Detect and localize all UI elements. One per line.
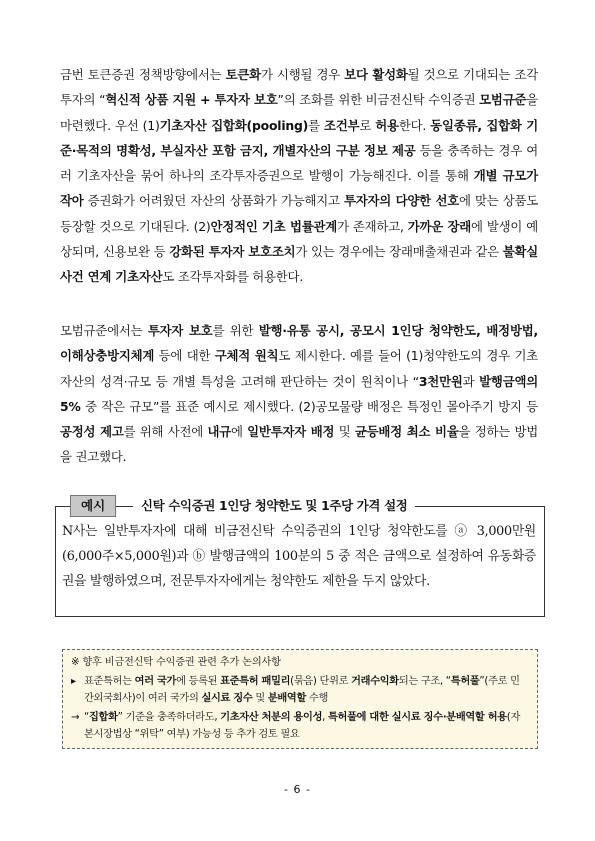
text-segment: 될 것으로 기대되는 조각투자의 “ [60,67,538,108]
bold-text-segment: 내규 [207,424,231,440]
text-segment: 도 조각투자화를 허용한다. [162,269,304,285]
text-segment: 증권화가 어려웠던 자산의 상품화가 가능해지고 [83,193,344,209]
bold-text-segment: 불확실사건 연계 기초자산 [60,244,539,285]
text-segment: 되는 구조, “ [398,676,451,687]
bold-text-segment: 투자자의 다양한 선호 [344,193,460,209]
bold-text-segment: 투자자 보호 [147,323,213,338]
bold-text-segment: 모범규준 [479,92,527,108]
text-segment: 에 발생이 예상되며, 신용보완 등 [60,218,538,260]
example-body: N사는 일반투자자에 대해 비금전신탁 수익증권의 1인당 청약한도를 ⓐ 3,000만원(6,000주×5,000원)과 ⓑ 발행금액의 100분의 5 중 적은 금액으로 설정하여 유동화증권을 발행하였으며, 전문투자자에게는 청약한도 제한을 두지 않았다. [62,524,536,589]
text-segment: 등에 대한 [154,348,215,364]
bold-text-segment: 허용 [375,117,399,133]
text-segment: 로 [359,117,376,133]
page-number: - 6 - [284,783,311,796]
text-segment: 가 시행될 경우 [260,67,345,82]
text-segment: 금번 토큰증권 정책방향에서는 [60,67,226,82]
bold-text-segment: 3천만원 [418,373,463,389]
bold-text-segment: 강화된 투자자 보호조치 [169,244,296,260]
note-item-further-review [71,709,529,743]
text-segment: 표준특허는 [84,676,135,687]
bold-text-segment: 특허풀 [450,676,480,687]
discussion-note-box [62,649,538,749]
text-segment: 가 있는 경우에는 장래매출채권과 같은 [295,244,503,260]
text-segment: 를 [308,117,325,133]
example-header [55,495,545,517]
text-segment: 에 등록된 [176,676,221,687]
text-segment: 한다. [398,117,431,133]
text-segment: 과 [462,373,480,389]
bold-text-segment: 혁신적 상품 지원 + 투자자 보호 [105,92,278,108]
text-segment: (자본시장법상 “위탁” 여부) 가능성 등 추가 검토 필요 [84,712,520,740]
text-segment: 도 제시한다. 예를 들어 (1)청약한도의 경우 기초자산의 성격·규모 등 개별 특성을 고려해 판단하는 것이 원칙이나 “ [60,348,538,389]
example-badge: 예시 [70,495,116,517]
text-segment: , [322,712,329,723]
example-title: 신탁 수익증권 1인당 청약한도 및 1주당 가격 설정 [133,495,415,517]
bold-text-segment: 집합화 [88,712,118,723]
bold-text-segment: 분배역할 [267,693,306,704]
text-segment: ” 기준을 충족하더라도, [117,712,221,723]
bold-text-segment: 보다 활성화 [344,67,408,82]
text-segment: 에 맞는 상품도 등장할 것으로 기대된다. (2) [60,193,538,234]
text-segment: 모범규준에서는 [60,323,148,338]
bold-text-segment: 여러 국가 [134,676,177,687]
bold-text-segment: 안정적인 기초 법률관계 [210,218,338,234]
text-segment: 중 작은 규모”를 표준 예시로 제시했다. (2)공모물량 배정은 특정인 몰아주기 방지 등 [80,398,538,414]
bold-text-segment: 특허풀에 대한 실시료 징수·분배역할 허용 [328,712,507,723]
arrow-right-icon: → [71,712,80,723]
text-segment: (묶음) 단위로 [290,676,352,687]
bold-text-segment: 기초자산 집합화(pooling) [159,117,309,133]
bold-text-segment: 발행·유통 공시, 공모시 1인당 청약한도, 배정방법, 이해상충방지체계 [60,323,538,364]
text-segment: 및 [334,424,355,440]
bold-text-segment: 일반투자자 배정 [247,424,335,440]
text-segment: 을 정하는 방법을 권고했다. [60,424,539,465]
bold-text-segment: 개별 규모가 작아 [60,168,538,209]
bold-text-segment: 공정성 제고 [60,424,124,440]
bold-text-segment: 동일종류, 집합화 기준·목적의 명확성, 부실자산 포함 금지, 개별자산의 구분 정보 제공 [60,117,538,158]
bold-text-segment: 발행금액의 5% [60,373,539,414]
paragraph-token-securities-policy [60,62,538,290]
text-segment: 에 [230,424,248,440]
paragraph-model-standards [60,318,538,470]
note-item-standard-patents [71,673,529,707]
text-segment: 및 [252,693,268,704]
bold-text-segment: 토큰화 [225,67,261,82]
note-title: ※ 향후 비금전신탁 수익증권 관련 추가 논의사항 [71,657,281,668]
bold-text-segment: 기초자산 처분의 용이성 [220,712,323,723]
text-segment: ”(주로 민간외국회사)이 여러 국가의 [84,676,520,704]
text-segment: 수행 [306,693,329,704]
bold-text-segment: 실시료 징수 [201,693,253,704]
bold-text-segment: 조건부 [324,117,360,133]
triangle-bullet-icon: ▸ [71,676,76,687]
text-segment: 를 위해 사전에 [123,424,208,440]
bold-text-segment: 가까운 장래 [407,218,472,234]
text-segment: 을 마련했다. 우선 (1) [60,92,539,133]
text-segment: 를 위한 [212,323,259,338]
text-segment: 등을 충족하는 경우 여러 기초자산을 묶어 하나의 조각투자증권으로 발행이 가능해진다. 이를 통해 [60,142,538,184]
text-segment: “ [84,712,89,723]
text-segment: 가 존재하고, [337,218,408,234]
bold-text-segment: 구체적 원칙 [214,348,279,364]
bold-text-segment: 표준특허 패밀리 [220,676,291,687]
bold-text-segment: 거래수익화 [351,676,399,687]
text-segment: ”의 조화를 위한 비금전신탁 수익증권 [277,92,480,108]
bold-text-segment: 균등배정 최소 비율 [354,424,459,440]
